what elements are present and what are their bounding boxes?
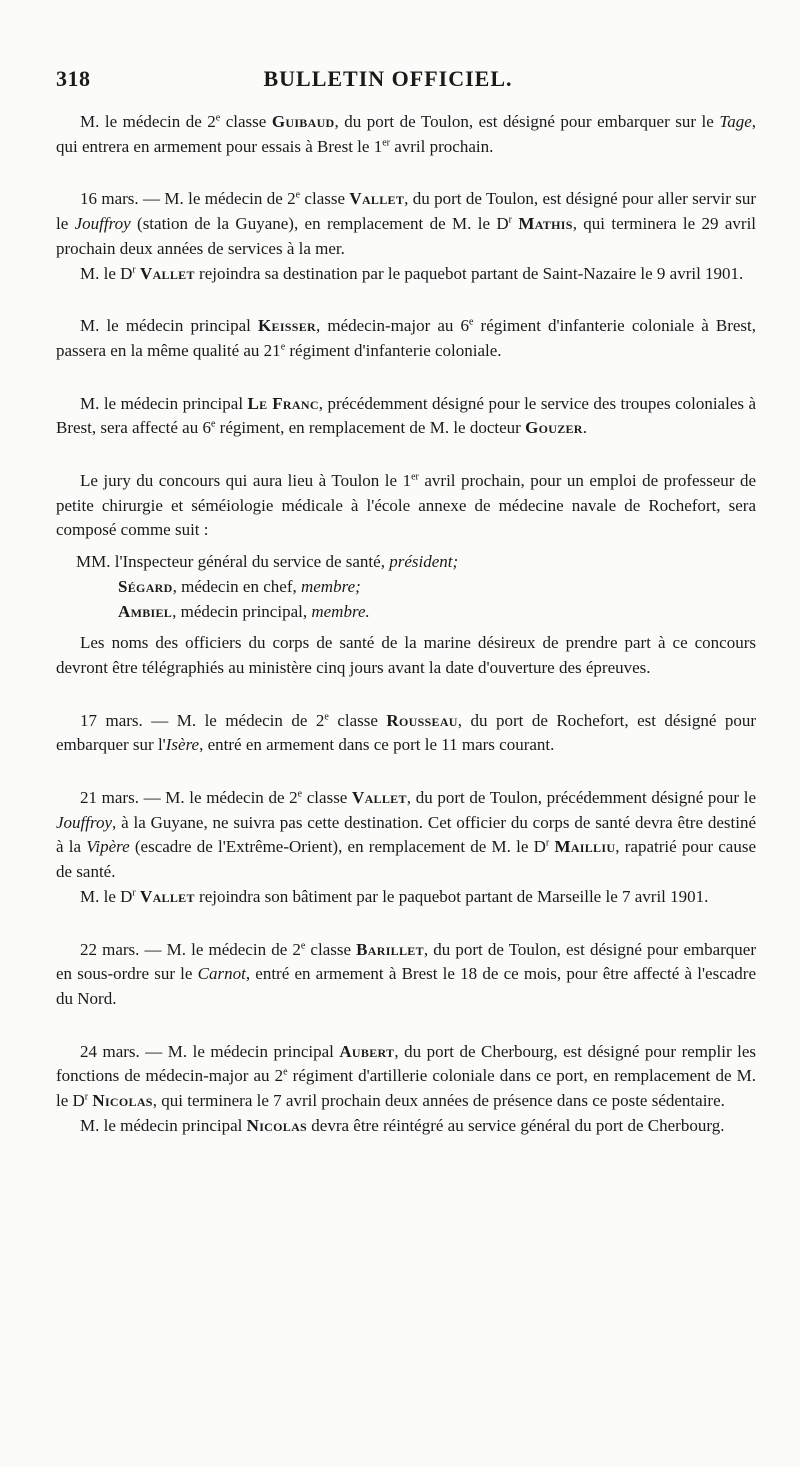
ship-name: Isère	[165, 735, 200, 755]
person-name: Vallet	[349, 189, 405, 209]
person-name: Ségard	[118, 576, 173, 596]
person-name: Aubert	[339, 1041, 395, 1061]
text-run: , du port de Cherbourg, est désigné pour remplir les fonctions de médecin-major au 2	[56, 1041, 756, 1086]
text-run: devra être réintégré au service général du port de Cherbourg.	[307, 1115, 725, 1135]
person-name: Ambiel	[118, 601, 173, 621]
superscript: e	[283, 1066, 288, 1078]
text-run: , entré en armement dans ce port le 11 mars courant.	[199, 735, 555, 755]
paragraph-rousseau	[56, 709, 756, 758]
paragraph-guibaud	[56, 110, 756, 159]
text-run: avril prochain, pour un emploi de professeur de petite chirurgie et séméiologie médicale à l'école annexe de médecine navale de Rochefort, sera composé comme suit :	[56, 471, 757, 540]
text-run: 24 mars. — M. le médecin principal	[80, 1041, 340, 1061]
text-run: M. le D	[80, 263, 133, 283]
text-run: classe	[220, 112, 272, 131]
text-run: (station de la Guyane), en remplacement de M. le D	[130, 214, 509, 234]
text-run: classe	[328, 710, 387, 730]
person-name: Mailliu	[554, 837, 616, 857]
text-run: Le jury du concours qui aura lieu à Toulon le 1	[80, 471, 412, 491]
running-title: BULLETIN OFFICIEL.	[263, 66, 513, 91]
person-name: Barillet	[356, 939, 424, 959]
text-run: (escadre de l'Extrême-Orient), en remplacement de M. le D	[129, 837, 546, 857]
superscript: e	[300, 939, 306, 951]
paragraph-noms-officiers: Les noms des officiers du corps de santé de la marine désireux de prendre part à ce concours devront être télégraphiés au ministère cinq jours avant la date d'ouverture des épreuves.	[56, 633, 756, 677]
paragraph-keisser	[56, 314, 756, 363]
text-run: M. le médecin principal	[80, 1115, 247, 1135]
text-run: M. le D	[80, 886, 133, 906]
text-run: 17 mars. — M. le médecin de 2	[80, 710, 325, 730]
text-run: M. le médecin principal	[80, 316, 258, 336]
superscript: r	[84, 1091, 89, 1103]
text-run: , du port de Rochefort, est désigné pour embarquer sur l'	[56, 710, 756, 755]
superscript: r	[545, 837, 550, 849]
superscript: r	[132, 887, 136, 899]
ship-name: Jouffroy	[56, 812, 113, 832]
jury-president	[56, 550, 756, 575]
text-run: , du port de Toulon, précédemment désigné pour le	[406, 788, 756, 808]
ship-name: Vipère	[86, 837, 130, 857]
document-body	[56, 110, 756, 1139]
person-name: Mathis	[518, 214, 573, 234]
ship-name: Tage	[719, 112, 752, 131]
paragraph-vallet-rejoindra	[56, 262, 756, 287]
page-header	[56, 66, 760, 106]
text-run: , qui terminera le 29 avril prochain deux années de services à la mer.	[56, 214, 757, 258]
text-run: , du port de Toulon, est désigné pour aller servir sur le	[56, 189, 756, 234]
superscript: e	[210, 418, 216, 430]
jury-role: membre.	[311, 601, 370, 621]
text-run: rejoindra son bâtiment par le paquebot partant de Marseille le 7 avril 1901.	[194, 886, 709, 906]
paragraph-vallet-21-mars	[56, 786, 756, 885]
superscript: er	[382, 137, 390, 149]
text-run: M. le médecin principal	[80, 393, 248, 413]
person-name: Rousseau	[386, 710, 458, 730]
text-run: , du port de Toulon, est désigné pour embarquer en sous-ordre sur le	[56, 939, 757, 984]
paragraph-vallet-marseille	[56, 885, 756, 910]
person-name: Nicolas	[246, 1115, 308, 1135]
text-run: , rapatrié pour cause de santé.	[56, 837, 756, 882]
text-run: régiment d'infanterie coloniale.	[285, 340, 502, 360]
paragraph-jury	[56, 469, 756, 543]
text-run: 22 mars. — M. le médecin de 2	[80, 939, 301, 959]
text-run: , précédemment désigné pour le service des troupes coloniales à Brest, sera affecté au 6	[56, 393, 757, 438]
person-name: Gouzer	[525, 418, 583, 438]
person-name: Vallet	[140, 263, 195, 283]
superscript: e	[324, 711, 329, 722]
superscript: e	[215, 112, 221, 124]
person-name: Guibaud	[271, 112, 335, 131]
jury-member-segard	[56, 575, 756, 600]
text-run: , qui entrera en armement pour essais à Brest le 1	[56, 112, 757, 156]
superscript: r	[132, 263, 136, 275]
jury-member-ambiel	[56, 600, 756, 625]
person-name: Vallet	[352, 788, 407, 808]
text-run: 16 mars. — M. le médecin de 2	[80, 189, 296, 209]
paragraph-le-franc	[56, 392, 756, 441]
paragraph-nicolas	[56, 1114, 756, 1139]
ship-name: Jouffroy	[74, 214, 131, 234]
person-name: Le Franc	[247, 393, 319, 413]
text-run: , qui terminera le 7 avril prochain deux années de présence dans ce poste sédentaire.	[152, 1091, 725, 1111]
text-run: classe	[300, 189, 350, 209]
text-run: 21 mars. — M. le médecin de 2	[80, 788, 298, 808]
text-run: régiment d'infanterie coloniale à Brest, passera en la même qualité au 21	[56, 316, 756, 360]
text-run: , médecin en chef,	[172, 576, 301, 596]
text-run: classe	[302, 788, 353, 808]
jury-role: président;	[389, 552, 459, 572]
text-run: , médecin principal,	[172, 601, 312, 621]
paragraph-aubert	[56, 1040, 756, 1114]
text-run: M. le médecin de 2	[80, 112, 216, 131]
text-run: classe	[305, 939, 357, 959]
jury-role: membre;	[300, 576, 361, 596]
text-run: , du port de Toulon, est désigné pour embarquer sur le	[334, 112, 720, 131]
superscript: e	[468, 316, 474, 328]
paragraph-vallet-16-mars	[56, 187, 756, 261]
jury-list	[56, 550, 756, 624]
superscript: e	[295, 189, 301, 201]
text-run: MM. l'Inspecteur général du service de santé,	[76, 552, 390, 572]
paragraph-barillet	[56, 938, 756, 1012]
superscript: er	[411, 471, 419, 483]
superscript: r	[508, 214, 512, 226]
page-number: 318	[56, 66, 91, 91]
text-run: , médecin-major au 6	[316, 316, 469, 336]
text-run: avril prochain.	[389, 136, 494, 156]
text-run: régiment d'artillerie coloniale dans ce port, en remplacement de M. le D	[56, 1066, 756, 1111]
person-name: Keisser	[258, 316, 317, 336]
text-run: régiment, en remplacement de M. le docteur	[215, 418, 526, 438]
text-run: , entré en armement à Brest le 18 de ce mois, pour être affecté à l'escadre du Nord.	[56, 964, 756, 1008]
text-run: rejoindra sa destination par le paquebot partant de Saint-Nazaire le 9 avril 1901.	[194, 263, 744, 283]
text-run: .	[582, 418, 588, 438]
text-run: , à la Guyane, ne suivra pas cette destination. Cet officier du corps de santé devra être destiné à la	[56, 812, 756, 857]
ship-name: Carnot	[197, 964, 246, 984]
superscript: e	[280, 341, 286, 353]
person-name: Nicolas	[92, 1091, 153, 1111]
person-name: Vallet	[140, 886, 195, 906]
superscript: e	[297, 788, 303, 800]
